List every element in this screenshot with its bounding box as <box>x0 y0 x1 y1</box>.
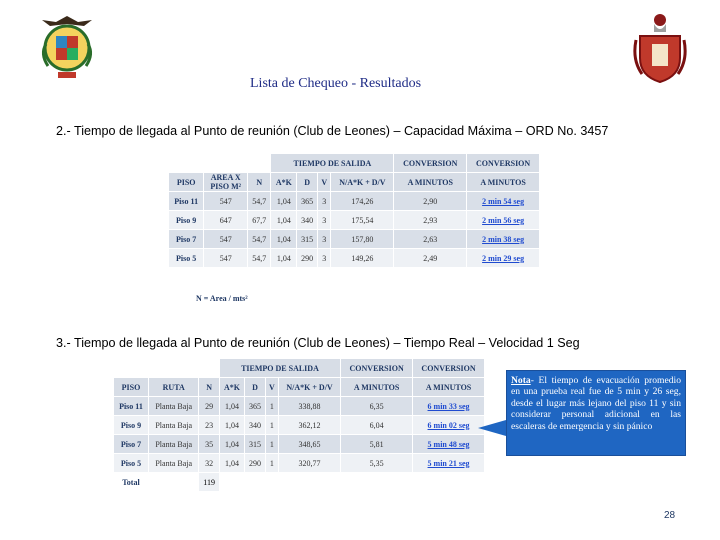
total-label: Total <box>114 473 149 492</box>
header-a-minutos: A MINUTOS <box>341 378 413 397</box>
header-ak: A*K <box>271 173 297 192</box>
table-row: Piso 11 547 54,7 1,04 365 3 174,26 2,90 2 min 54 seg <box>169 192 540 211</box>
header-piso-m2: PISO M² <box>210 182 242 191</box>
header-conversion-1: CONVERSION <box>341 359 413 378</box>
header-a-minutos-2: A MINUTOS <box>413 378 485 397</box>
header-blank <box>114 359 220 378</box>
coat-of-arms-logo-left <box>36 14 98 84</box>
header-ak: A*K <box>219 378 244 397</box>
table-row: Piso 11 Planta Baja 29 1,04 365 1 338,88 6,35 6 min 33 seg <box>114 397 485 416</box>
header-v: V <box>265 378 278 397</box>
note-callout <box>506 370 686 456</box>
note-text: - El tiempo de evacuación promedio en una prueba real fue de 5 min y 26 seg, desde el lugar más lejano del piso 11 y sin considerar personal adicional en las escaleras de emergencia y sin pánico <box>511 375 681 432</box>
page-title: Lista de Chequeo - Resultados <box>250 76 422 91</box>
callout-arrow <box>478 420 506 436</box>
shield-crest-logo-right <box>632 10 688 88</box>
header-a-minutos-2: A MINUTOS <box>467 173 540 192</box>
header-formula: N/A*K + D/V <box>331 173 394 192</box>
header-d: D <box>245 378 266 397</box>
table-row: Piso 7 547 54,7 1,04 315 3 157,80 2,63 2 min 38 seg <box>169 230 540 249</box>
header-a-minutos: A MINUTOS <box>394 173 467 192</box>
page-number: 28 <box>664 510 676 521</box>
table-row: Piso 9 Planta Baja 23 1,04 340 1 362,12 6,04 6 min 02 seg <box>114 416 485 435</box>
table-row: Piso 7 Planta Baja 35 1,04 315 1 348,65 5,81 5 min 48 seg <box>114 435 485 454</box>
section-3-heading: 3.- Tiempo de llegada al Punto de reunión (Club de Leones) – Tiempo Real – Velocidad 1 Seg <box>56 336 580 350</box>
capacity-table <box>168 153 540 268</box>
area-footnote: N = Area / mts² <box>196 294 248 303</box>
header-conversion-2: CONVERSION <box>467 154 540 173</box>
header-tiempo-salida: TIEMPO DE SALIDA <box>219 359 340 378</box>
header-area-x: AREA X <box>210 173 241 182</box>
total-value: 119 <box>199 473 219 492</box>
header-ruta: RUTA <box>148 378 199 397</box>
real-time-table <box>113 358 485 492</box>
header-d: D <box>297 173 318 192</box>
header-n: N <box>199 378 219 397</box>
header-conversion-1: CONVERSION <box>394 154 467 173</box>
table-row: Piso 9 647 67,7 1,04 340 3 175,54 2,93 2 min 56 seg <box>169 211 540 230</box>
header-v: V <box>318 173 331 192</box>
header-n: N <box>248 173 271 192</box>
header-conversion-2: CONVERSION <box>413 359 485 378</box>
header-piso: PISO <box>114 378 149 397</box>
header-piso: PISO <box>169 173 204 192</box>
section-2-heading: 2.- Tiempo de llegada al Punto de reunión (Club de Leones) – Capacidad Máxima – ORD No. 3457 <box>56 124 609 138</box>
total-row <box>114 473 485 492</box>
header-tiempo-salida: TIEMPO DE SALIDA <box>271 154 394 173</box>
header-blank <box>169 154 271 173</box>
note-label: Nota <box>511 375 531 386</box>
header-formula: N/A*K + D/V <box>278 378 340 397</box>
table-row: Piso 5 Planta Baja 32 1,04 290 1 320,77 5,35 5 min 21 seg <box>114 454 485 473</box>
table-row: Piso 5 547 54,7 1,04 290 3 149,26 2,49 2 min 29 seg <box>169 249 540 268</box>
header-area <box>204 173 248 192</box>
